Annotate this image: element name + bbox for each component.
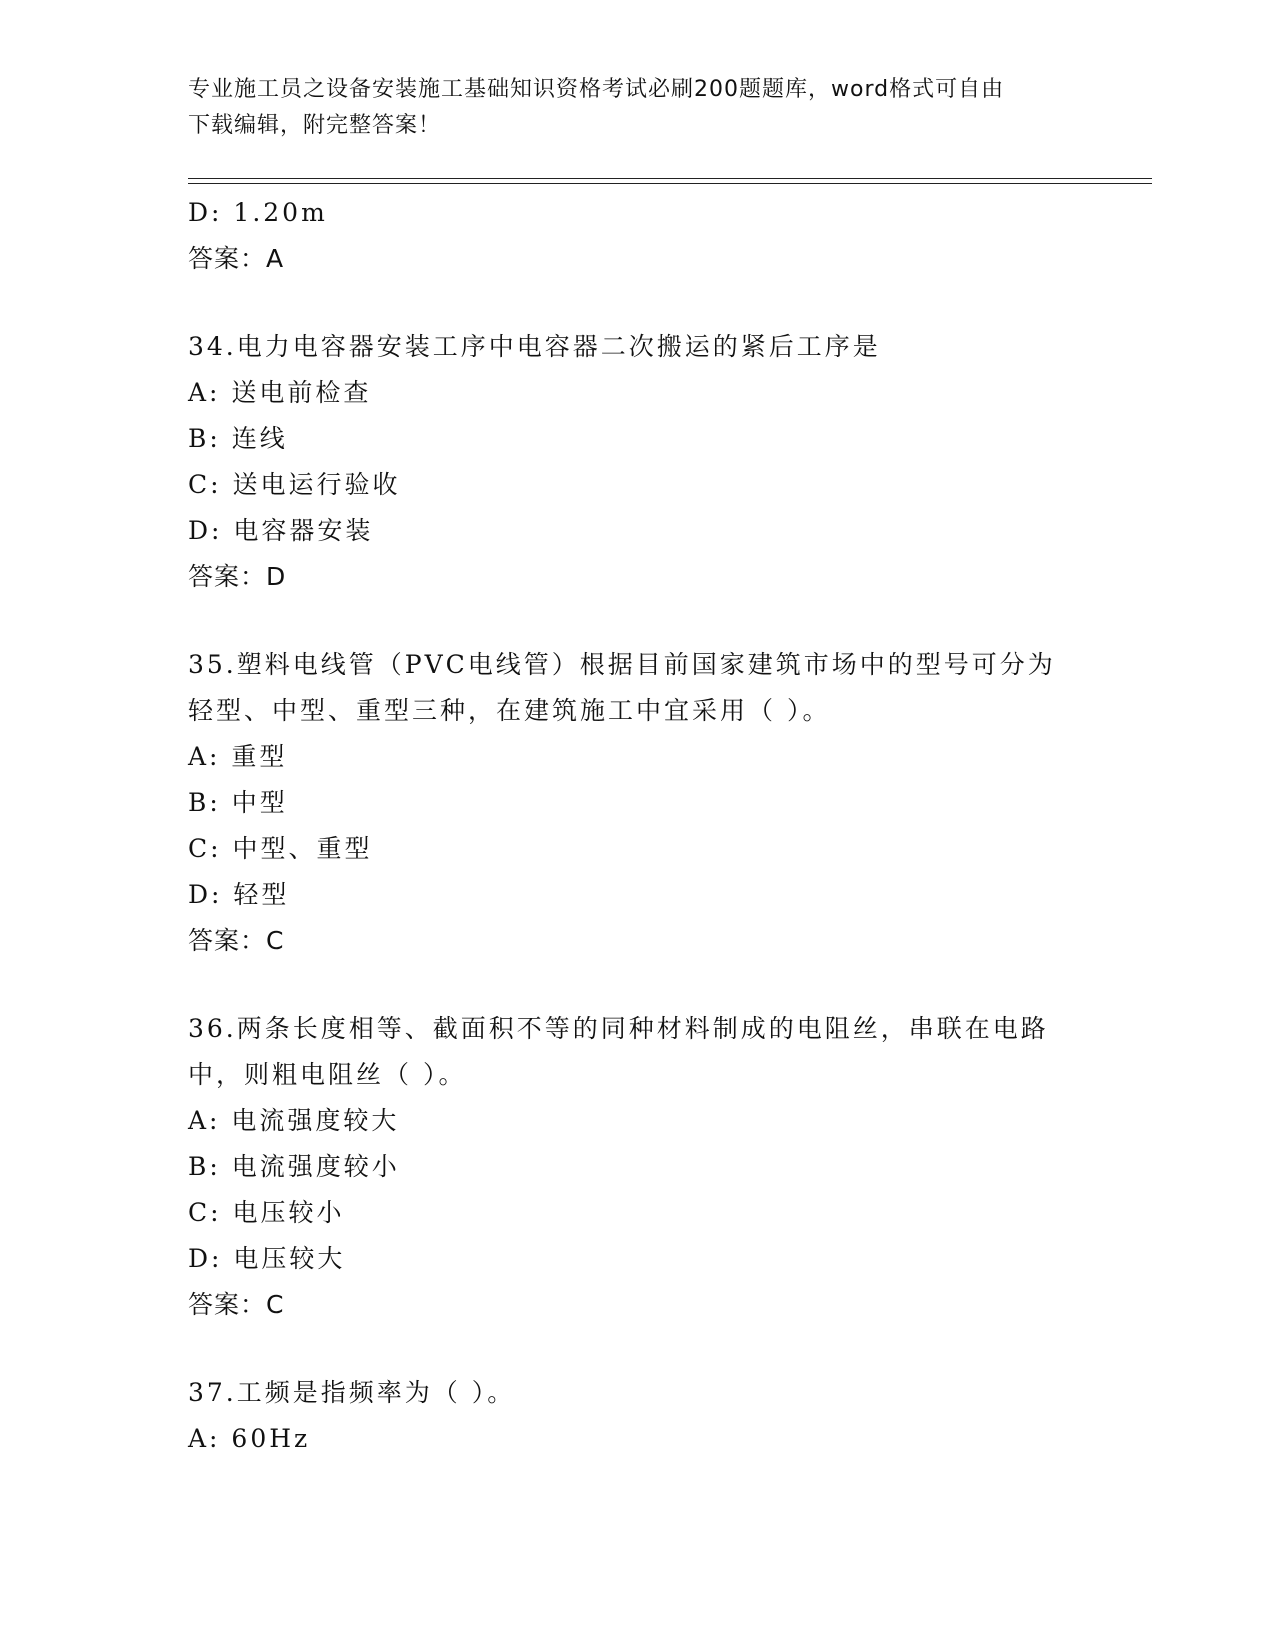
header-title-line2: 下载编辑，附完整答案！ <box>188 113 442 138</box>
answer-label: 答案：C <box>188 926 285 955</box>
option-a: A: 送电前检查 <box>188 378 372 407</box>
question-37 <box>188 1370 1128 1462</box>
header-rule-bottom <box>188 183 1152 184</box>
option-c: C: 电压较小 <box>188 1198 345 1227</box>
question-36 <box>188 1006 1128 1328</box>
answer-label: 答案：D <box>188 562 287 591</box>
question-stem: 34.电力电容器安装工序中电容器二次搬运的紧后工序是 <box>188 332 881 361</box>
question-34 <box>188 324 1128 600</box>
question-stem-cont: 中，则粗电阻丝（ ）。 <box>188 1060 467 1089</box>
question-stem-cont: 轻型、中型、重型三种，在建筑施工中宜采用（ ）。 <box>188 696 831 725</box>
option-a: A: 60Hz <box>188 1424 311 1453</box>
question-35 <box>188 642 1128 964</box>
option-c: C: 中型、重型 <box>188 834 373 863</box>
question-stem: 36.两条长度相等、截面积不等的同种材料制成的电阻丝，串联在电路 <box>188 1014 1049 1043</box>
answer-label: 答案：C <box>188 1290 285 1319</box>
document-header <box>188 72 1068 144</box>
option-b: B: 电流强度较小 <box>188 1152 400 1181</box>
option-c: C: 送电运行验收 <box>188 470 401 499</box>
option-d: D: 电压较大 <box>188 1244 346 1273</box>
question-stem: 35.塑料电线管（PVC电线管）根据目前国家建筑市场中的型号可分为 <box>188 650 1056 679</box>
option-d: D: 电容器安装 <box>188 516 374 545</box>
answer-label: 答案：A <box>188 244 285 273</box>
option-b: B: 中型 <box>188 788 288 817</box>
option-a: A: 重型 <box>188 742 288 771</box>
option-b: B: 连线 <box>188 424 288 453</box>
question-list <box>188 190 1128 1462</box>
question-stem: 37.工频是指频率为（ ）。 <box>188 1378 516 1407</box>
option-d: D: 1.20m <box>188 198 328 227</box>
previous-question-tail <box>188 190 1128 282</box>
option-a: A: 电流强度较大 <box>188 1106 400 1135</box>
header-rule-top <box>188 178 1152 179</box>
option-d: D: 轻型 <box>188 880 290 909</box>
header-title-line1: 专业施工员之设备安装施工基础知识资格考试必刷200题题库，word格式可自由 <box>188 77 1005 102</box>
